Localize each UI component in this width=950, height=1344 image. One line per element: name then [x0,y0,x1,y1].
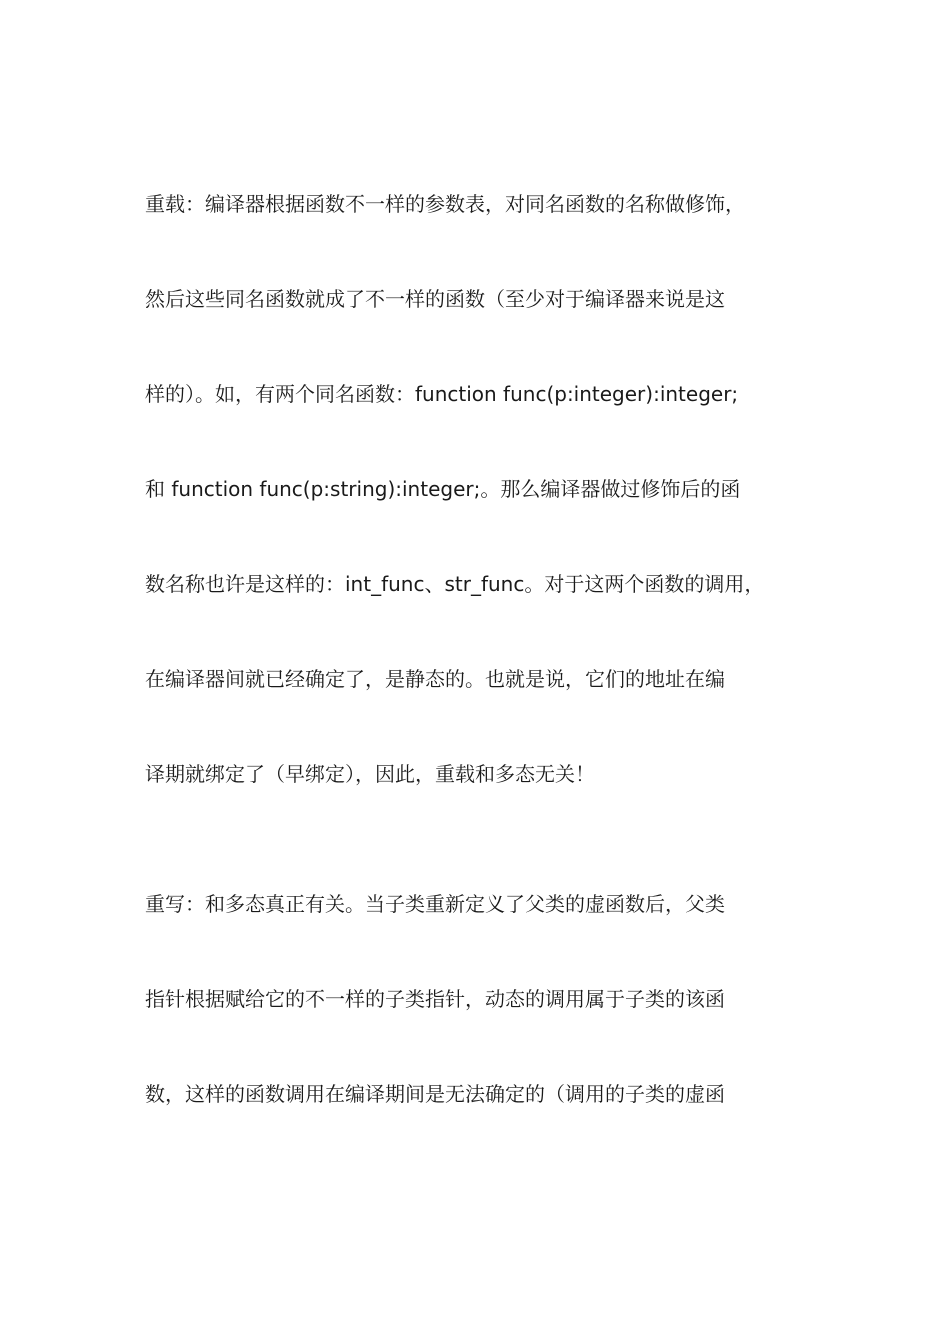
paragraph-line: 然后这些同名函数就成了不一样的函数（至少对于编译器来说是这 [145,287,725,311]
paragraph-line: 和 function func(p:string):integer;。那么编译器做过修饰后的函 [145,477,741,501]
paragraph-line: 译期就绑定了（早绑定），因此，重载和多态无关！ [145,762,595,786]
paragraph-line: 指针根据赋给它的不一样的子类指针，动态的调用属于子类的该函 [145,987,725,1011]
paragraph-line: 数，这样的函数调用在编译期间是无法确定的（调用的子类的虚函 [145,1082,725,1106]
paragraph-line: 重写：和多态真正有关。当子类重新定义了父类的虚函数后，父类 [145,892,725,916]
paragraph-line: 样的）。如，有两个同名函数：function func(p:integer):integer; [145,382,739,406]
paragraph-line: 重载：编译器根据函数不一样的参数表，对同名函数的名称做修饰， [145,192,745,216]
paragraph-line: 数名称也许是这样的：int_func、str_func。对于这两个函数的调用， [145,572,765,596]
paragraph-line: 在编译器间就已经确定了，是静态的。也就是说，它们的地址在编 [145,667,725,691]
